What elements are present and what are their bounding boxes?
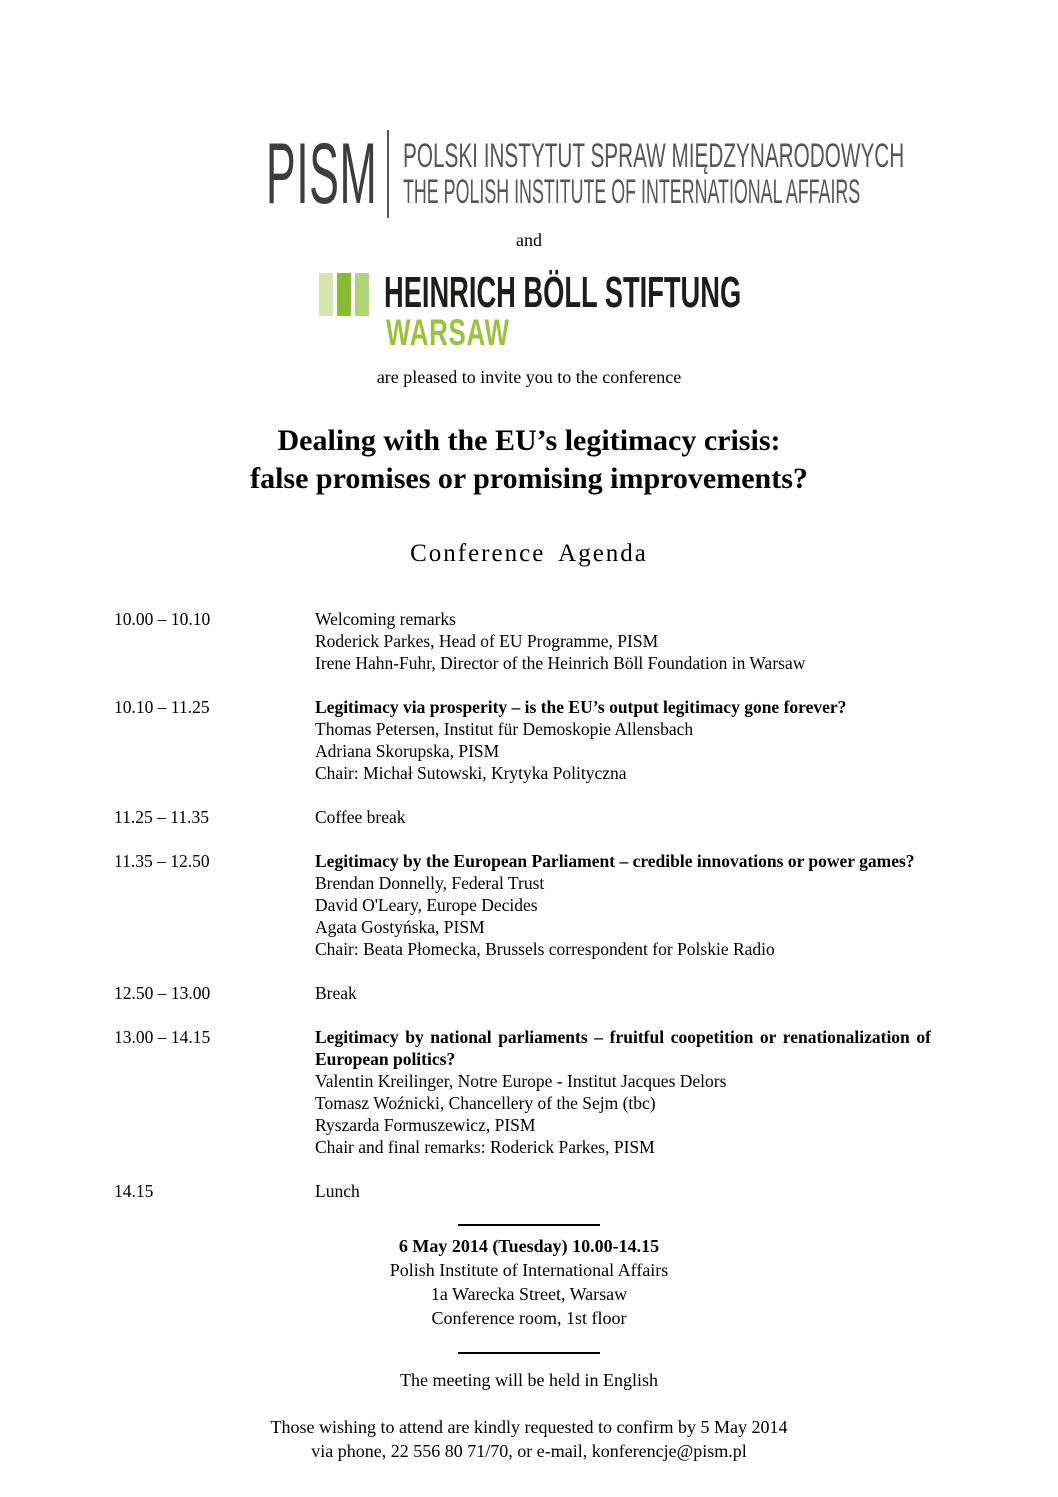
conference-title-line1: Dealing with the EU’s legitimacy crisis: (277, 424, 781, 457)
pism-name-english: THE POLISH INSTITUTE OF INTERNATIONAL AFFAIRS (403, 173, 861, 211)
pism-logo-acronym: PISM (265, 126, 378, 222)
language-note: The meeting will be held in English (400, 1370, 658, 1390)
agenda-row-session2 (114, 850, 931, 960)
agenda-speaker: Brendan Donnelly, Federal Trust (315, 873, 545, 893)
agenda-session-title: Break (315, 983, 357, 1003)
agenda-time: 10.00 – 10.10 (114, 609, 211, 629)
agenda-time: 13.00 – 14.15 (114, 1027, 211, 1047)
agenda-body (315, 806, 931, 828)
agenda-session-title: Legitimacy via prosperity – is the EU’s output legitimacy gone forever? (315, 697, 847, 717)
hbs-logo (319, 268, 742, 353)
rsvp-note (0, 1415, 1058, 1463)
agenda-speaker: Adriana Skorupska, PISM (315, 741, 500, 761)
agenda-heading: Conference Agenda (410, 540, 648, 567)
agenda-body (315, 850, 931, 960)
hbs-logo-bars-icon (319, 273, 373, 316)
agenda-row-session3 (114, 1026, 931, 1158)
hbs-bar-1 (319, 273, 333, 316)
agenda-body (315, 608, 931, 674)
rsvp-line1: Those wishing to attend are kindly requested to confirm by 5 May 2014 (270, 1417, 788, 1437)
venue-address: 1a Warecka Street, Warsaw (430, 1284, 628, 1304)
agenda-chair: Chair: Michał Sutowski, Krytyka Polityczna (315, 763, 627, 783)
venue-block (0, 1234, 1058, 1330)
agenda-time: 10.10 – 11.25 (114, 697, 210, 717)
agenda-body (315, 1180, 931, 1202)
hbs-logo-name: HEINRICH BÖLL STIFTUNG (384, 268, 742, 317)
agenda-body (315, 982, 931, 1004)
rsvp-line2: via phone, 22 556 80 71/70, or e-mail, konferencje@pism.pl (311, 1441, 747, 1461)
agenda-speaker: Tomasz Woźnicki, Chancellery of the Sejm (tbc) (315, 1093, 656, 1113)
pism-logo-divider (387, 130, 389, 218)
agenda-session-title: Legitimacy by national parliaments – fruitful coopetition or renationalization of European politics? (315, 1027, 931, 1069)
agenda-chair: Chair and final remarks: Roderick Parkes, PISM (315, 1137, 655, 1157)
conference-title-line2: false promises or promising improvements? (250, 462, 808, 495)
venue-institute: Polish Institute of International Affairs (389, 1260, 669, 1280)
agenda-time: 12.50 – 13.00 (114, 983, 211, 1003)
agenda-speaker: Valentin Kreilinger, Notre Europe - Institut Jacques Delors (315, 1071, 727, 1091)
divider-rule-top (458, 1224, 600, 1226)
pism-logo-names (403, 137, 905, 211)
agenda-time: 14.15 (114, 1181, 154, 1201)
agenda-list (114, 608, 931, 1202)
agenda-session-title: Coffee break (315, 807, 406, 827)
agenda-session-title: Welcoming remarks (315, 609, 456, 629)
and-text: and (516, 230, 542, 250)
divider-rule-bottom (458, 1352, 600, 1354)
conference-title (0, 422, 1058, 498)
invite-text: are pleased to invite you to the conference (376, 367, 682, 387)
agenda-row-coffee-break (114, 806, 931, 828)
agenda-time: 11.35 – 12.50 (114, 851, 210, 871)
agenda-row-break (114, 982, 931, 1004)
pism-name-polish: POLSKI INSTYTUT SPRAW MIĘDZYNARODOWYCH (403, 137, 905, 175)
agenda-speaker: Irene Hahn-Fuhr, Director of the Heinrich Böll Foundation in Warsaw (315, 653, 806, 673)
hbs-bar-2 (337, 273, 351, 316)
agenda-speaker: Thomas Petersen, Institut für Demoskopie Allensbach (315, 719, 694, 739)
agenda-body (315, 1026, 931, 1158)
agenda-row-lunch (114, 1180, 931, 1202)
agenda-row-welcome (114, 608, 931, 674)
hbs-logo-city: WARSAW (386, 312, 510, 353)
agenda-speaker: Roderick Parkes, Head of EU Programme, PISM (315, 631, 659, 651)
agenda-row-session1 (114, 696, 931, 784)
venue-room: Conference room, 1st floor (431, 1308, 627, 1328)
agenda-speaker: Ryszarda Formuszewicz, PISM (315, 1115, 536, 1135)
hbs-bar-3 (355, 273, 369, 316)
agenda-session-title: Legitimacy by the European Parliament – credible innovations or power games? (315, 851, 915, 871)
pism-logo (0, 126, 1058, 222)
agenda-body (315, 696, 931, 784)
venue-datetime: 6 May 2014 (Tuesday) 10.00-14.15 (398, 1236, 660, 1256)
agenda-speaker: David O'Leary, Europe Decides (315, 895, 538, 915)
agenda-chair: Chair: Beata Płomecka, Brussels correspondent for Polskie Radio (315, 939, 775, 959)
agenda-time: 11.25 – 11.35 (114, 807, 209, 827)
agenda-session-title: Lunch (315, 1181, 360, 1201)
agenda-speaker: Agata Gostyńska, PISM (315, 917, 485, 937)
